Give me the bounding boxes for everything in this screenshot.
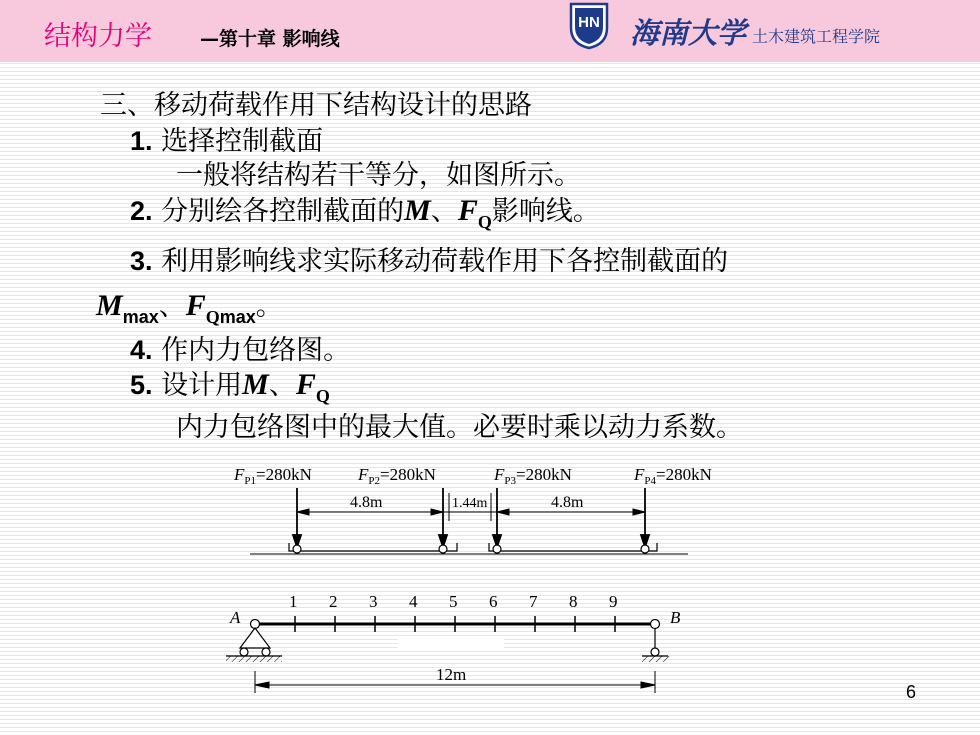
item-number: 3.: [130, 246, 153, 276]
list-item-5-detail: 内力包络图中的最大值。必要时乘以动力系数。: [176, 412, 743, 443]
symbol-m: M: [404, 194, 431, 227]
page-number: 6: [906, 682, 917, 702]
subscript-q: Q: [477, 212, 492, 232]
item-text: 作内力包络图。: [152, 335, 351, 366]
subscript-max: max: [122, 307, 159, 327]
subscript-q: Q: [205, 307, 220, 327]
item-text: 选择控制截面: [152, 126, 324, 157]
item-text-end: 影响线。: [491, 196, 600, 227]
college-name: 土木建筑工程学院: [752, 27, 881, 46]
list-item-1-detail: 一般将结构若干等分，如图所示。: [176, 160, 581, 191]
svg-text:4: 4: [409, 592, 418, 611]
slide-header: [0, 0, 980, 62]
load-label-p3: $F_{P3}=280kN$: [494, 465, 572, 487]
separator: 、: [430, 196, 458, 227]
item-number: 5.: [130, 370, 153, 400]
spacing-3: 4.8m: [551, 494, 584, 511]
support-a-ground: [226, 656, 282, 662]
symbol-f: F: [185, 289, 206, 322]
vehicle-wheels: [289, 543, 657, 553]
subscript-q: Q: [315, 386, 330, 406]
course-title: 结构力学: [44, 21, 152, 52]
list-item-2: [130, 193, 600, 232]
svg-text:9: 9: [609, 592, 618, 611]
item-text: 设计用: [152, 370, 243, 401]
support-a-label: A: [230, 608, 241, 627]
svg-text:1: 1: [289, 592, 298, 611]
symbol-m: M: [96, 289, 123, 322]
university-logo-icon: [567, 0, 611, 50]
chapter-title: —第十章 影响线: [200, 28, 340, 50]
section-numbers: [289, 592, 618, 611]
svg-text:HN: HN: [578, 14, 600, 31]
svg-text:2: 2: [329, 592, 338, 611]
load-label-p1: $F_{P1}=280kN$: [234, 465, 312, 487]
section-heading: 三、移动荷载作用下结构设计的思路: [100, 90, 532, 121]
period: 。: [255, 291, 283, 322]
list-item-5: [130, 367, 330, 406]
item-number: 2.: [130, 196, 153, 226]
span-length: 12m: [436, 665, 467, 684]
load-label-p2: $F_{P2}=280kN$: [358, 465, 436, 487]
symbol-f: F: [457, 194, 478, 227]
svg-text:5: 5: [449, 592, 458, 611]
list-item-1: [130, 123, 323, 160]
list-item-3: [130, 243, 728, 280]
load-label-p4: $F_{P4}=280kN$: [634, 465, 712, 487]
spacing-2: 1.44m: [452, 496, 488, 511]
subscript-max: max: [219, 307, 256, 327]
blank-patch: [398, 637, 504, 649]
item-text: 分别绘各控制截面的: [152, 196, 405, 227]
beam-diagram: [0, 455, 980, 735]
university-name: 海南大学: [630, 16, 747, 50]
spacing-1: 4.8m: [350, 494, 383, 511]
support-b-label: B: [670, 608, 681, 627]
svg-text:6: 6: [489, 592, 498, 611]
list-item-3-continuation: [96, 288, 283, 327]
item-number: 1.: [130, 126, 153, 156]
symbol-m: M: [242, 368, 269, 401]
support-b-ground: [642, 656, 670, 662]
svg-text:7: 7: [529, 592, 538, 611]
symbol-f: F: [295, 368, 316, 401]
separator: 、: [268, 370, 296, 401]
svg-text:8: 8: [569, 592, 578, 611]
svg-text:3: 3: [369, 592, 378, 611]
item-text: 利用影响线求实际移动荷载作用下各控制截面的: [152, 246, 729, 277]
separator: 、: [158, 291, 186, 322]
item-number: 4.: [130, 335, 153, 365]
list-item-4: [130, 332, 350, 369]
